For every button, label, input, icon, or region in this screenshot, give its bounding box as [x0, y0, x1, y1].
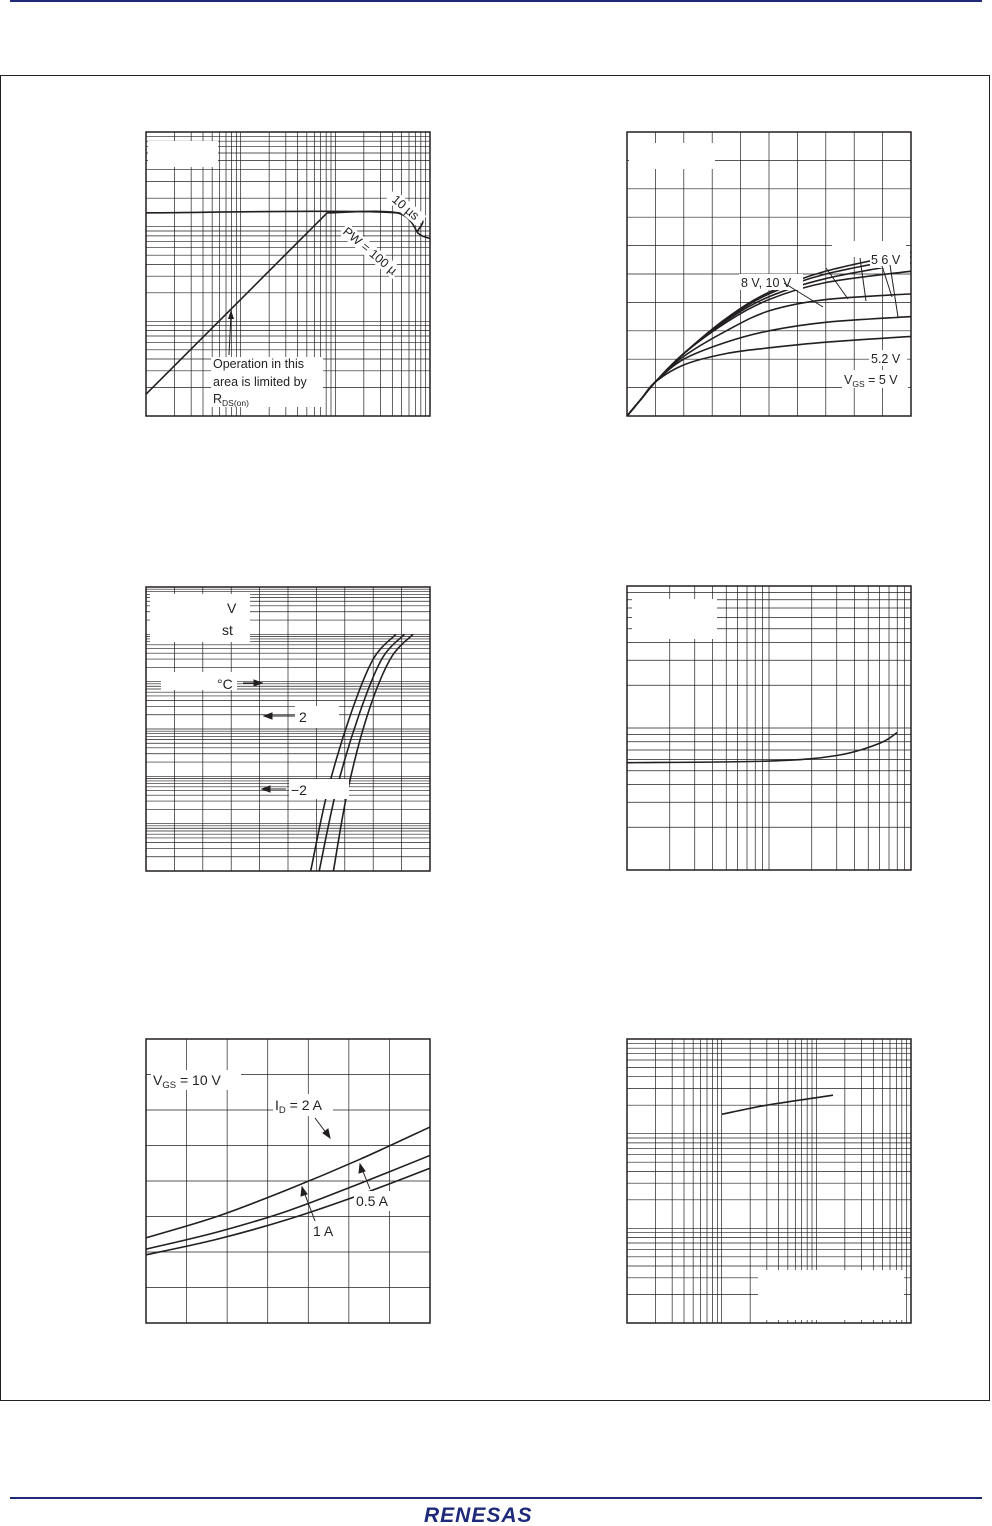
transfer-series-2: [319, 634, 404, 871]
legend-cover: [632, 599, 717, 639]
chart-transfer-characteristics: [145, 586, 433, 874]
chart-on-resistance-vs-drain-current: [626, 585, 914, 873]
curves: [311, 634, 413, 871]
label-5-6v: 5 6 V: [871, 253, 901, 267]
label-1a: 1 A: [313, 1223, 334, 1239]
chart-output-characteristics: [626, 131, 914, 419]
curves: [627, 732, 897, 762]
label-8v-10v: 8 V, 10 V: [741, 276, 792, 290]
curves: [146, 1127, 430, 1255]
label-0-5a: 0.5 A: [356, 1193, 388, 1209]
legend-cover: [758, 1270, 904, 1320]
label-tc-2: 2: [299, 709, 307, 725]
rds-vs-tc-series-1: [146, 1127, 430, 1238]
note-arrow-line: [229, 314, 231, 355]
label-5-2v: 5.2 V: [871, 352, 901, 366]
rds-vs-id-series-1: [627, 732, 897, 762]
transfer-series-1: [311, 634, 396, 871]
label-pw-100us: PW = 100 µ: [340, 224, 400, 278]
chart-forward-transfer-admittance: [626, 1038, 914, 1326]
label-tc-minus2: −2: [291, 782, 307, 798]
label-10us: 10 µs: [389, 192, 422, 223]
top-rule: [10, 0, 982, 2]
note-line-1: Operation in this: [213, 357, 305, 371]
label-vgs-10v: $V_{GS} = 10$ V: [153, 1072, 221, 1091]
chart-on-resistance-vs-temperature: [145, 1038, 433, 1326]
renesas-logo: [424, 1502, 570, 1526]
bottom-rule: [10, 1497, 982, 1499]
legend-cover: [148, 141, 218, 167]
label-degc: °C: [217, 676, 233, 692]
rds-symbol: R: [213, 392, 223, 406]
logo-text: RENESAS: [424, 1504, 533, 1526]
label-v: V: [227, 600, 237, 616]
legend-cover: [629, 143, 715, 169]
note-line-2: area is limited by: [213, 375, 307, 389]
chart-safe-operating-area: [145, 131, 433, 419]
label-st: st: [222, 622, 233, 638]
soa-series-3: [146, 211, 430, 238]
rds-subscript: DS(on): [222, 398, 249, 408]
label-id-2a: $I_D = 2$ A: [275, 1097, 322, 1116]
label-vgs-5v: $V_{GS} = 5$ V: [844, 373, 898, 389]
